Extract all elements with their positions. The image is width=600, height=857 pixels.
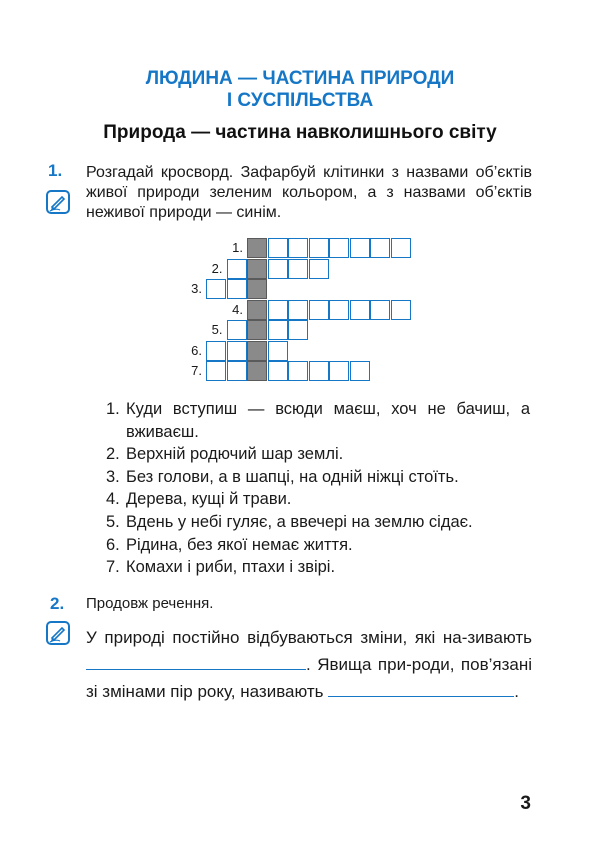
clue-item <box>106 443 530 466</box>
crossword-cell[interactable] <box>268 361 288 381</box>
crossword-key-cell[interactable] <box>247 279 267 299</box>
clue-text: Верхній родючий шар землі. <box>126 445 344 464</box>
crossword-clues <box>106 398 530 579</box>
clue-item <box>106 398 530 443</box>
chapter-title-line2: І СУСПІЛЬСТВА <box>226 90 374 111</box>
crossword-cell[interactable] <box>288 259 308 279</box>
clue-text: Комахи і риби, птахи і звірі. <box>126 558 336 577</box>
crossword-cell[interactable] <box>227 341 247 361</box>
clue-number: 6. <box>106 535 120 554</box>
clue-item <box>106 488 530 511</box>
clue-item <box>106 511 530 534</box>
chapter-title-line1: ЛЮДИНА — ЧАСТИНА ПРИРОДИ <box>145 68 455 89</box>
crossword-cell[interactable] <box>391 300 411 320</box>
crossword-cell[interactable] <box>350 361 370 381</box>
crossword-cell[interactable] <box>309 361 329 381</box>
clue-number: 3. <box>106 467 120 486</box>
crossword-key-cell[interactable] <box>247 320 267 340</box>
crossword-cell[interactable] <box>206 341 226 361</box>
task2-number: 2. <box>50 594 65 613</box>
crossword-row-label: 4. <box>232 301 243 317</box>
crossword-cell[interactable] <box>268 259 288 279</box>
crossword-cell[interactable] <box>329 238 349 258</box>
crossword-row-label: 1. <box>232 240 243 255</box>
pencil-note-icon <box>46 621 70 645</box>
crossword-key-cell[interactable] <box>247 341 267 361</box>
clue-number: 7. <box>106 558 120 577</box>
crossword-row-label: 2. <box>211 260 223 276</box>
crossword-key-cell[interactable] <box>247 238 267 258</box>
crossword-cell[interactable] <box>309 259 329 279</box>
answer-blank-2[interactable] <box>328 682 514 697</box>
crossword-cell[interactable] <box>288 361 308 381</box>
clue-text: Без голови, а в шапці, на одній ніжці стоїть. <box>126 467 459 486</box>
crossword-key-cell[interactable] <box>247 259 267 279</box>
clue-text: Куди вступиш — всюди маєш, хоч не бачиш, а вживаєш. <box>126 400 530 441</box>
crossword-cell[interactable] <box>268 238 288 258</box>
section-title: Природа — частина навколишнього світу <box>103 122 497 143</box>
crossword-key-cell[interactable] <box>247 361 267 381</box>
crossword-cell[interactable] <box>309 300 329 320</box>
crossword-cell[interactable] <box>227 320 247 340</box>
crossword-row-label: 7. <box>191 363 202 378</box>
crossword-cell[interactable] <box>329 361 349 381</box>
crossword-cell[interactable] <box>268 341 288 361</box>
crossword-cell[interactable] <box>227 279 247 299</box>
clue-text: Дерева, кущі й трави. <box>126 490 292 509</box>
task2-text-part2: . Явища при-роди, пов’язані зі змінами пір року, називають <box>86 655 532 701</box>
crossword-cell[interactable] <box>227 259 247 279</box>
crossword-cell[interactable] <box>350 300 370 320</box>
crossword-cell[interactable] <box>288 238 308 258</box>
clue-text: Вдень у небі гуляє, а ввечері на землю сідає. <box>126 512 473 531</box>
crossword-cell[interactable] <box>227 361 247 381</box>
clue-item <box>106 466 530 489</box>
crossword-cell[interactable] <box>206 279 226 299</box>
crossword-cell[interactable] <box>288 320 308 340</box>
task2-paragraph <box>86 624 532 705</box>
crossword-key-cell[interactable] <box>247 300 267 320</box>
crossword-row-label: 6. <box>191 342 202 358</box>
crossword-cell[interactable] <box>206 361 226 381</box>
clue-number: 5. <box>106 512 120 531</box>
crossword-cell[interactable] <box>268 320 288 340</box>
crossword-row-label: 3. <box>191 281 202 296</box>
crossword-cell[interactable] <box>370 300 390 320</box>
crossword-cell[interactable] <box>350 238 370 258</box>
task1-text: Розгадай кросворд. Зафарбуй клітинки з назвами об’єктів живої природи зеленим кольором, а з назвами об’єктів неживої природи — синім. <box>86 164 532 221</box>
task2-text-part1: У природі постійно відбуваються зміни, які на-зивають <box>86 628 532 647</box>
clue-number: 1. <box>106 400 120 418</box>
clue-item <box>106 556 530 579</box>
crossword-cell[interactable] <box>329 300 349 320</box>
page-number: 3 <box>520 793 531 814</box>
crossword-cell[interactable] <box>391 238 411 258</box>
answer-blank-1[interactable] <box>86 655 306 670</box>
task2-text-part3: . <box>514 682 519 701</box>
crossword-cell[interactable] <box>288 300 308 320</box>
task2-instruction: Продовж речення. <box>86 595 214 612</box>
crossword-row-label: 5. <box>211 322 223 337</box>
crossword-cell[interactable] <box>370 238 390 258</box>
clue-number: 4. <box>106 490 120 509</box>
clue-text: Рідина, без якої немає життя. <box>126 535 353 554</box>
clue-item <box>106 534 530 557</box>
crossword-cell[interactable] <box>268 300 288 320</box>
clue-number: 2. <box>106 445 120 464</box>
crossword-grid <box>0 0 600 400</box>
task1-number: 1. <box>48 161 63 180</box>
crossword-cell[interactable] <box>309 238 329 258</box>
